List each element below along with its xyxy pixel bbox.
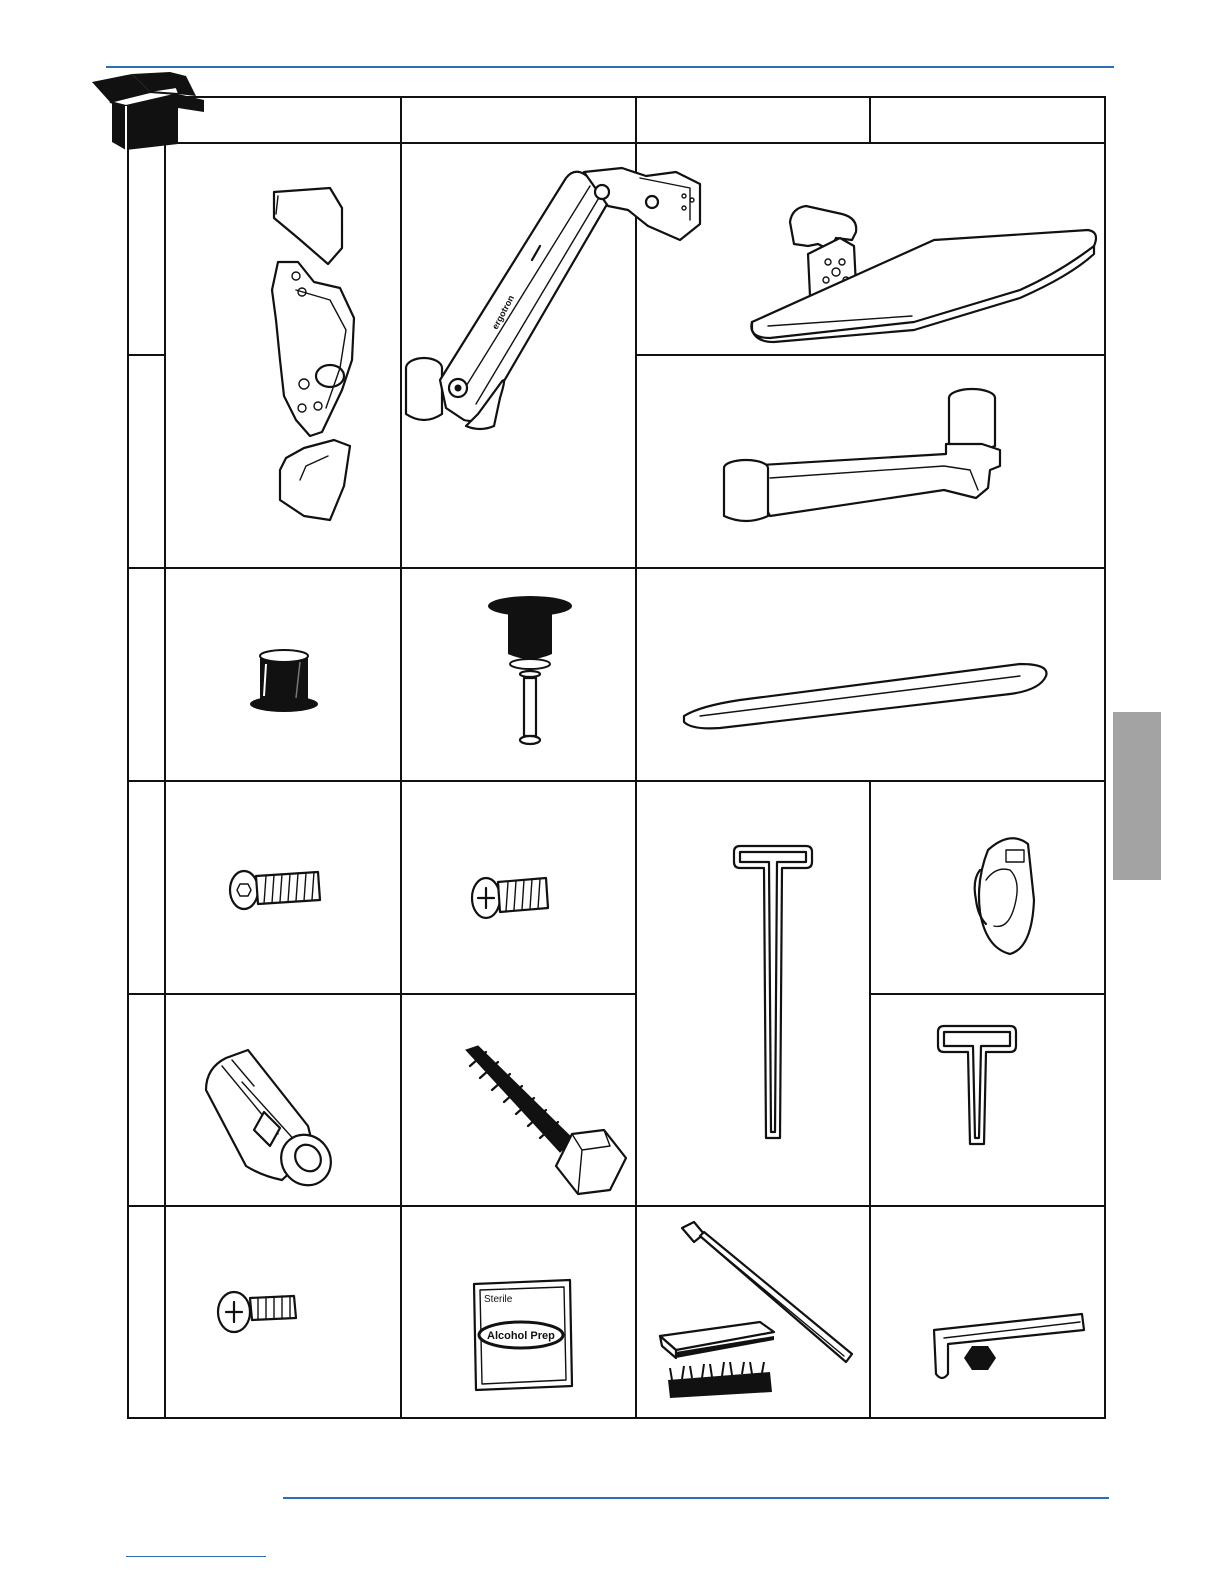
keyboard-tray-icon [751, 206, 1096, 342]
extension-arm-icon [724, 389, 1000, 521]
cable-clip-icon [975, 838, 1034, 954]
wall-anchor-icon [206, 1050, 341, 1195]
prep-pad-line1: Sterile [484, 1294, 513, 1305]
clamp-cover-set-icon [272, 188, 354, 520]
short-t-hex-key-icon [938, 1026, 1016, 1144]
cable-tie-velcro-icon [660, 1222, 852, 1398]
tension-knob-bolt-icon [488, 596, 572, 744]
pole-collar-icon [250, 650, 318, 712]
pan-head-screw-icon [218, 1292, 296, 1332]
prep-pad-line2: Alcohol Prep [487, 1330, 555, 1342]
long-t-hex-key-icon [734, 846, 812, 1138]
lift-arm-icon [406, 168, 700, 429]
open-box-icon [92, 72, 204, 150]
phillips-screw-icon [472, 878, 548, 918]
l-hex-key-icon [934, 1314, 1084, 1378]
wrist-rest-icon [684, 664, 1046, 728]
lift-arm-brand: ergotron [489, 293, 517, 331]
lag-bolt-icon [466, 1046, 626, 1194]
button-head-screw-icon [230, 871, 320, 909]
alcohol-prep-pad-icon [474, 1280, 572, 1390]
